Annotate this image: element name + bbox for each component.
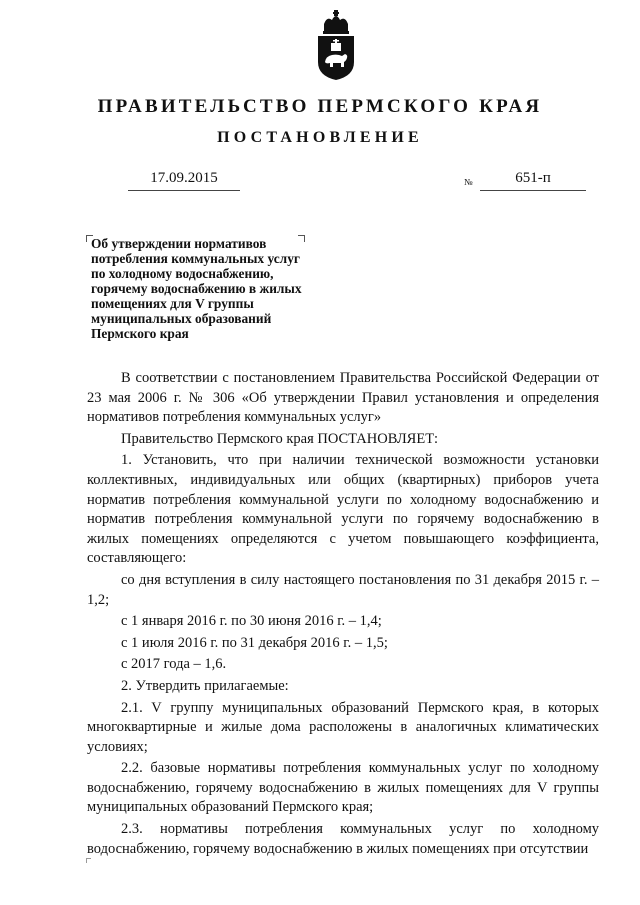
document-subject: [91, 236, 351, 341]
body-paragraph: 1. Установить, что при наличии технической возможности установки коллективных, индивидуальных или общих (квартирных) приборов учета норматив потребления коммунальной услуги по холодному водоснабжению и норматив потребления коммунальной услуги по горячему водоснабжению в жилых помещениях определяются с учетом повышающего коэффициента, составляющего:: [87, 452, 599, 567]
government-title: ПРАВИТЕЛЬСТВО ПЕРМСКОГО КРАЯ: [97, 96, 543, 117]
perm-krai-coat-of-arms-icon: [314, 10, 358, 82]
body-paragraph: 2.1. V группу муниципальных образований Пермского края, в которых многоквартирные и жилые дома расположены в аналогичных климатических условиях;: [87, 699, 599, 755]
subject-line: помещениях для V группы: [91, 296, 254, 311]
document-number-field: [480, 168, 586, 191]
body-paragraph: со дня вступления в силу настоящего постановления по 31 декабря 2015 г. – 1,2;: [87, 571, 599, 608]
body-paragraph: с 1 июля 2016 г. по 31 декабря 2016 г. – 1,5;: [121, 634, 388, 651]
body-paragraph: 2. Утвердить прилагаемые:: [121, 677, 289, 694]
body-paragraph: 2.2. базовые нормативы потребления коммунальных услуг по холодному водоснабжению, горячему водоснабжению в жилых помещениях для V группы муниципальных образований Пермского края;: [87, 760, 599, 816]
subject-line: по холодному водоснабжению,: [91, 266, 274, 281]
subject-line: муниципальных образований: [91, 311, 272, 326]
document-date: 17.09.2015: [150, 170, 218, 186]
document-number: 651-п: [515, 170, 551, 186]
subject-line: Пермского края: [91, 326, 189, 341]
subject-line: Об утверждении нормативов: [91, 236, 267, 251]
body-paragraph: с 2017 года – 1,6.: [121, 656, 227, 673]
document-body: [87, 369, 599, 859]
scan-registration-mark: [86, 858, 91, 863]
document-date-field: [128, 168, 240, 191]
document-type-title: ПОСТАНОВЛЕНИЕ: [217, 129, 423, 146]
subject-line: потребления коммунальных услуг: [91, 251, 300, 266]
document-number-label: №: [464, 177, 473, 187]
body-paragraph: В соответствии с постановлением Правительства Российской Федерации от 23 мая 2006 г. № 306 «Об утверждении Правил установления и определения нормативов потребления коммунальных услуг»: [87, 370, 599, 426]
subject-line: горячему водоснабжению в жилых: [91, 281, 302, 296]
body-paragraph: Правительство Пермского края ПОСТАНОВЛЯЕТ:: [121, 430, 439, 447]
body-paragraph: с 1 января 2016 г. по 30 июня 2016 г. – 1,4;: [121, 613, 382, 630]
body-paragraph: 2.3. нормативы потребления коммунальных услуг по холодному водоснабжению, горячему водоснабжению в жилых помещениях при отсутствии: [87, 821, 599, 857]
